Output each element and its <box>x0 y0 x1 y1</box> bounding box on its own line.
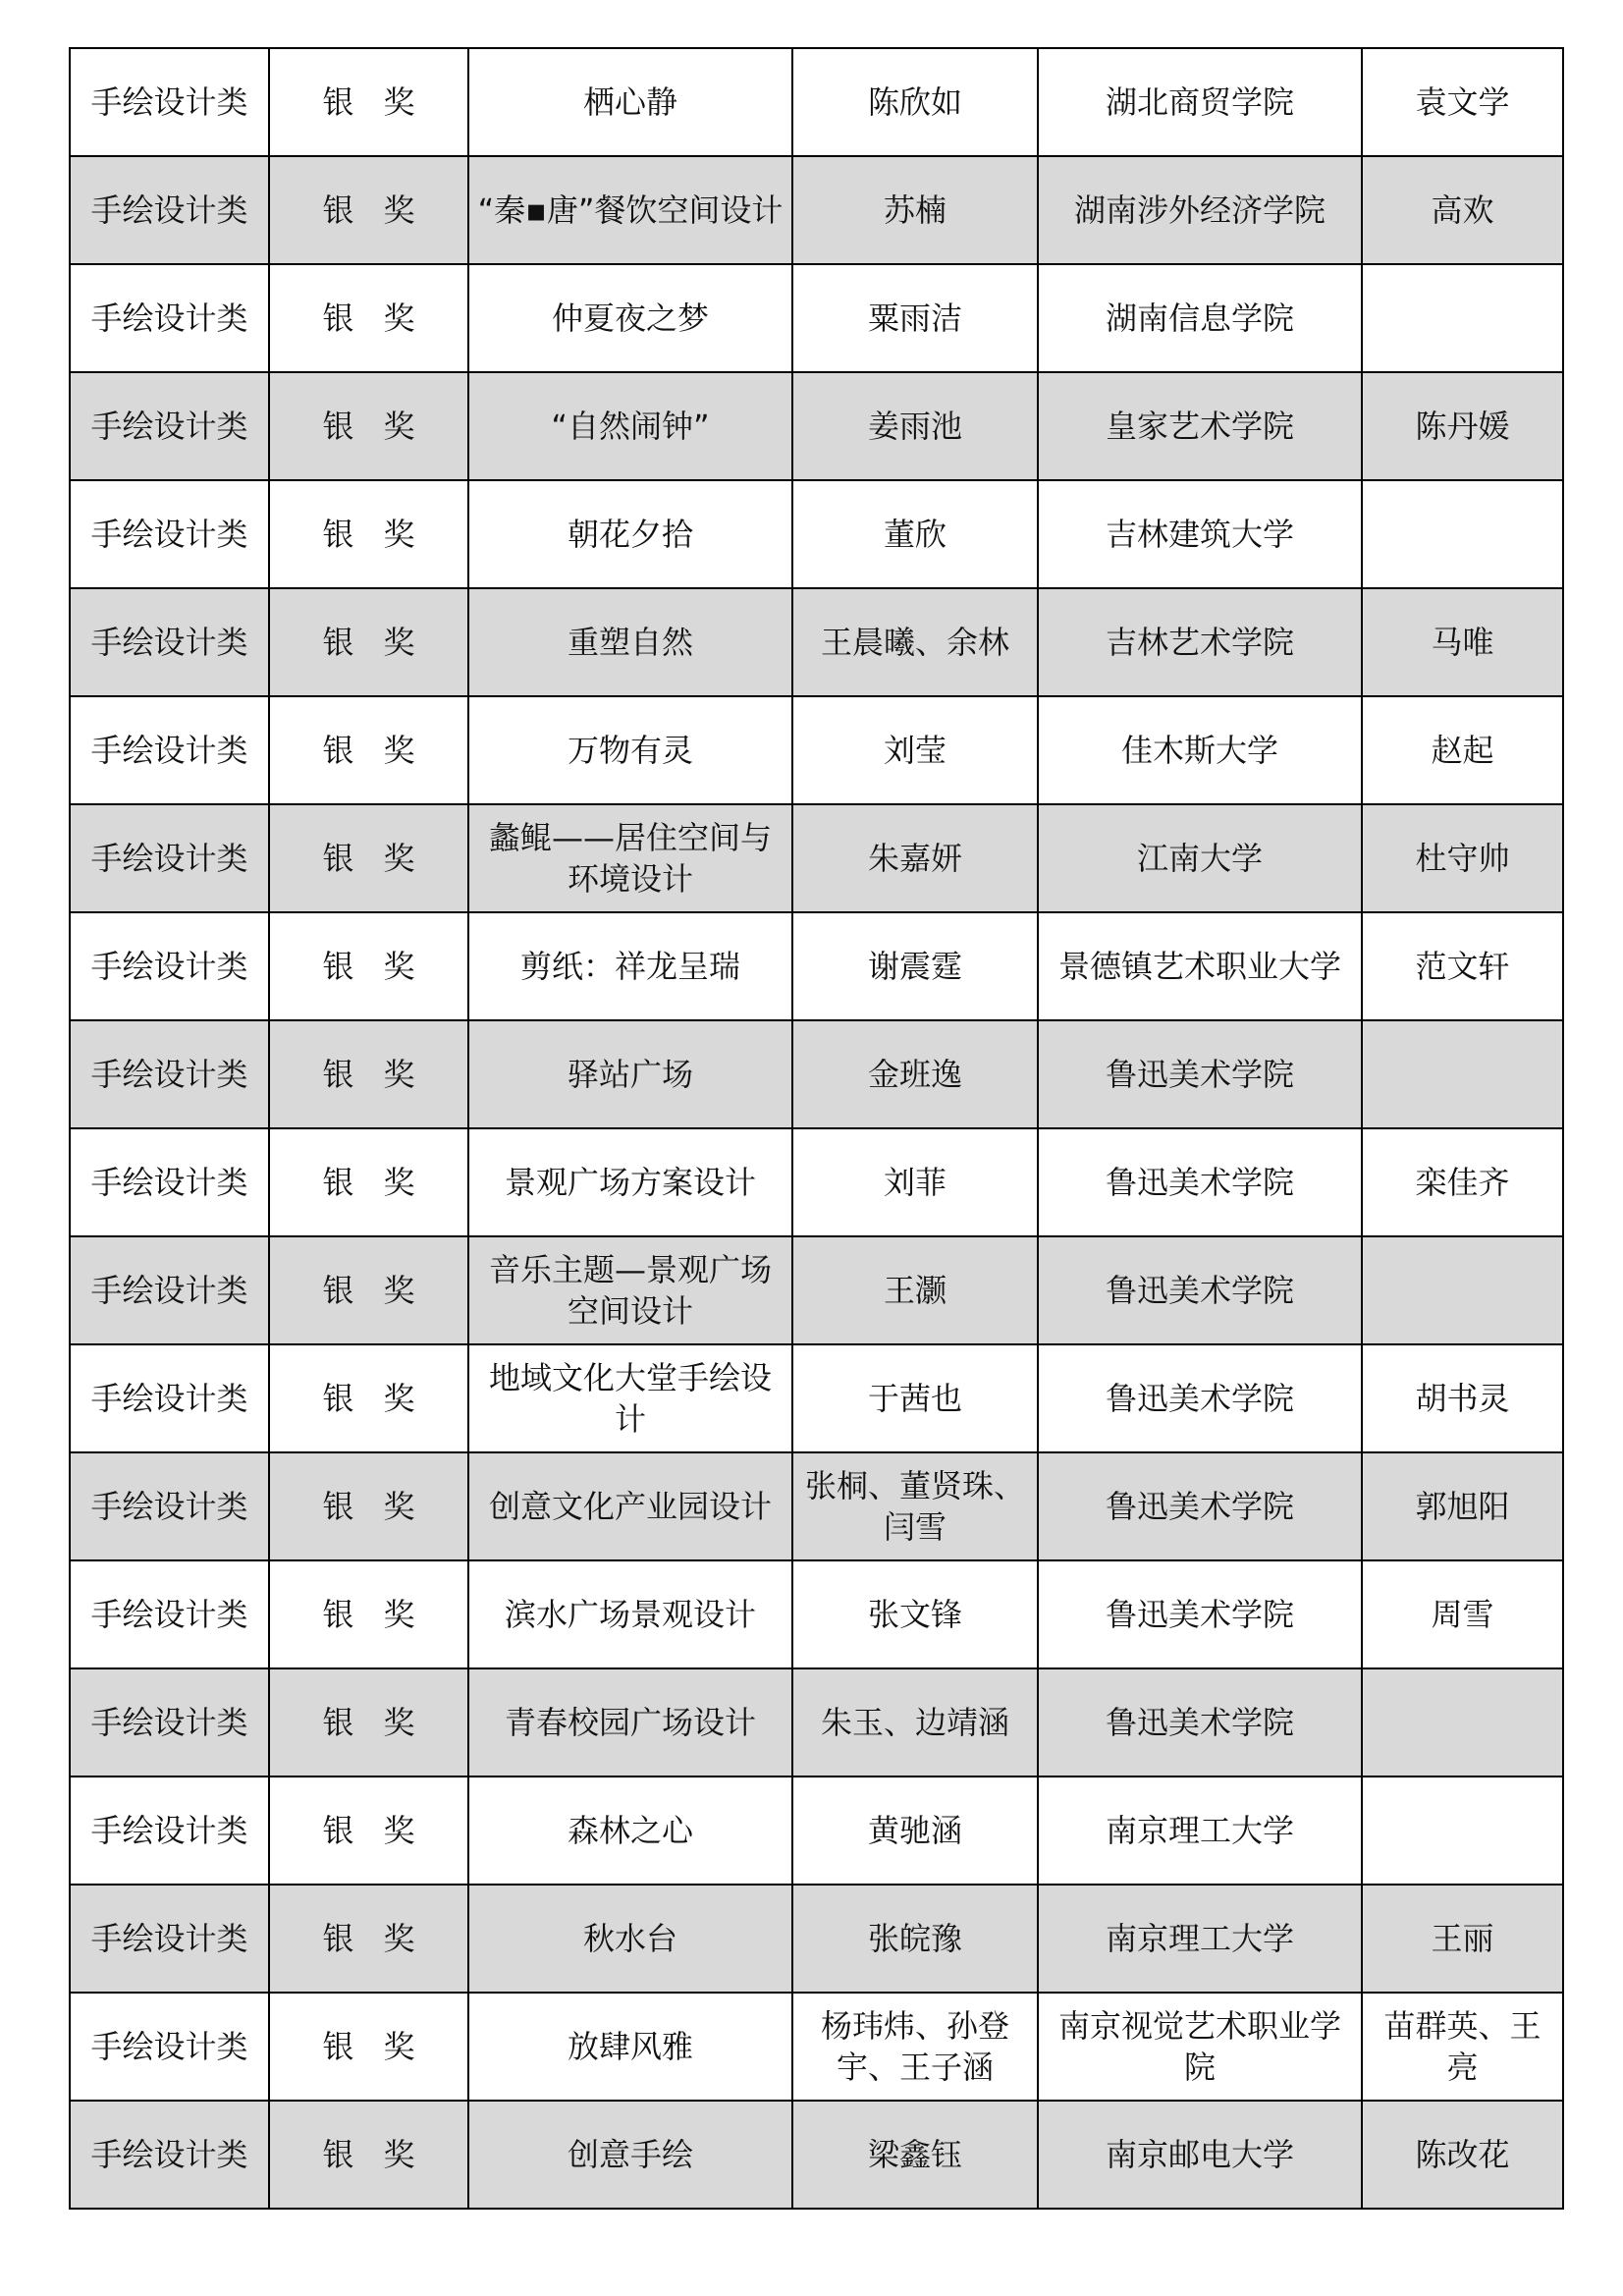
author-cell: 谢震霆 <box>792 912 1038 1020</box>
tutor-cell: 陈丹媛 <box>1362 372 1563 480</box>
school-cell: 鲁迅美术学院 <box>1038 1452 1362 1560</box>
award-cell: 银奖 <box>269 588 468 696</box>
tutor-cell <box>1362 1777 1563 1885</box>
school-cell: 湖南涉外经济学院 <box>1038 156 1362 264</box>
category-cell: 手绘设计类 <box>70 1885 269 1993</box>
table-row <box>70 1020 1563 1128</box>
school-cell: 吉林艺术学院 <box>1038 588 1362 696</box>
category-cell: 手绘设计类 <box>70 480 269 588</box>
award-cell: 银奖 <box>269 156 468 264</box>
category-cell: 手绘设计类 <box>70 48 269 156</box>
tutor-cell: 胡书灵 <box>1362 1344 1563 1452</box>
work-title-cell: 创意手绘 <box>468 2101 792 2209</box>
work-title-cell: 蠡鲲——居住空间与环境设计 <box>468 804 792 912</box>
category-cell: 手绘设计类 <box>70 1236 269 1344</box>
award-cell: 银奖 <box>269 1344 468 1452</box>
work-title-cell: 放肆风雅 <box>468 1993 792 2101</box>
table-row <box>70 1668 1563 1777</box>
category-cell: 手绘设计类 <box>70 372 269 480</box>
category-cell: 手绘设计类 <box>70 1560 269 1668</box>
school-cell: 佳木斯大学 <box>1038 696 1362 804</box>
award-cell: 银奖 <box>269 1993 468 2101</box>
table-row <box>70 1777 1563 1885</box>
author-cell: 张皖豫 <box>792 1885 1038 1993</box>
school-cell: 湖北商贸学院 <box>1038 48 1362 156</box>
author-cell: 杨玮炜、孙登宇、王子涵 <box>792 1993 1038 2101</box>
award-cell: 银奖 <box>269 804 468 912</box>
tutor-cell <box>1362 264 1563 372</box>
school-cell: 南京理工大学 <box>1038 1777 1362 1885</box>
award-cell: 银奖 <box>269 1452 468 1560</box>
category-cell: 手绘设计类 <box>70 804 269 912</box>
table-row <box>70 696 1563 804</box>
work-title-cell: 万物有灵 <box>468 696 792 804</box>
table-row <box>70 804 1563 912</box>
category-cell: 手绘设计类 <box>70 2101 269 2209</box>
work-title-cell: “自然闹钟” <box>468 372 792 480</box>
author-cell: 朱嘉妍 <box>792 804 1038 912</box>
tutor-cell: 杜守帅 <box>1362 804 1563 912</box>
table-row <box>70 48 1563 156</box>
work-title-cell: 森林之心 <box>468 1777 792 1885</box>
category-cell: 手绘设计类 <box>70 1452 269 1560</box>
category-cell: 手绘设计类 <box>70 156 269 264</box>
award-cell: 银奖 <box>269 480 468 588</box>
work-title-cell: 音乐主题—景观广场空间设计 <box>468 1236 792 1344</box>
category-cell: 手绘设计类 <box>70 588 269 696</box>
author-cell: 董欣 <box>792 480 1038 588</box>
school-cell: 鲁迅美术学院 <box>1038 1560 1362 1668</box>
category-cell: 手绘设计类 <box>70 696 269 804</box>
category-cell: 手绘设计类 <box>70 1777 269 1885</box>
author-cell: 张桐、董贤珠、闫雪 <box>792 1452 1038 1560</box>
school-cell: 鲁迅美术学院 <box>1038 1020 1362 1128</box>
table-row <box>70 1452 1563 1560</box>
school-cell: 南京理工大学 <box>1038 1885 1362 1993</box>
tutor-cell: 马唯 <box>1362 588 1563 696</box>
award-cell: 银奖 <box>269 1020 468 1128</box>
author-cell: 刘菲 <box>792 1128 1038 1236</box>
school-cell: 鲁迅美术学院 <box>1038 1668 1362 1777</box>
tutor-cell: 郭旭阳 <box>1362 1452 1563 1560</box>
tutor-cell <box>1362 1020 1563 1128</box>
table-row <box>70 588 1563 696</box>
school-cell: 吉林建筑大学 <box>1038 480 1362 588</box>
award-cell: 银奖 <box>269 2101 468 2209</box>
table-row <box>70 1128 1563 1236</box>
table-row <box>70 480 1563 588</box>
category-cell: 手绘设计类 <box>70 1993 269 2101</box>
author-cell: 苏楠 <box>792 156 1038 264</box>
author-cell: 黄驰涵 <box>792 1777 1038 1885</box>
work-title-cell: 栖心静 <box>468 48 792 156</box>
table-row <box>70 1236 1563 1344</box>
table-row <box>70 1560 1563 1668</box>
author-cell: 张文锋 <box>792 1560 1038 1668</box>
table-row <box>70 1344 1563 1452</box>
school-cell: 南京视觉艺术职业学院 <box>1038 1993 1362 2101</box>
work-title-cell: 剪纸：祥龙呈瑞 <box>468 912 792 1020</box>
table-row <box>70 912 1563 1020</box>
tutor-cell: 高欢 <box>1362 156 1563 264</box>
school-cell: 湖南信息学院 <box>1038 264 1362 372</box>
author-cell: 梁鑫钰 <box>792 2101 1038 2209</box>
table-row <box>70 1993 1563 2101</box>
tutor-cell <box>1362 480 1563 588</box>
school-cell: 景德镇艺术职业大学 <box>1038 912 1362 1020</box>
work-title-cell: 青春校园广场设计 <box>468 1668 792 1777</box>
author-cell: 陈欣如 <box>792 48 1038 156</box>
award-cell: 银奖 <box>269 1777 468 1885</box>
work-title-cell: 朝花夕拾 <box>468 480 792 588</box>
award-cell: 银奖 <box>269 372 468 480</box>
work-title-cell: 重塑自然 <box>468 588 792 696</box>
school-cell: 皇家艺术学院 <box>1038 372 1362 480</box>
table-row <box>70 372 1563 480</box>
author-cell: 王灏 <box>792 1236 1038 1344</box>
work-title-cell: 驿站广场 <box>468 1020 792 1128</box>
tutor-cell: 赵起 <box>1362 696 1563 804</box>
author-cell: 粟雨洁 <box>792 264 1038 372</box>
category-cell: 手绘设计类 <box>70 1020 269 1128</box>
work-title-cell: 景观广场方案设计 <box>468 1128 792 1236</box>
category-cell: 手绘设计类 <box>70 264 269 372</box>
work-title-cell: “秦▪唐”餐饮空间设计 <box>468 156 792 264</box>
tutor-cell <box>1362 1668 1563 1777</box>
table-row <box>70 2101 1563 2209</box>
work-title-cell: 仲夏夜之梦 <box>468 264 792 372</box>
table-row <box>70 1885 1563 1993</box>
award-cell: 银奖 <box>269 912 468 1020</box>
award-cell: 银奖 <box>269 1885 468 1993</box>
work-title-cell: 秋水台 <box>468 1885 792 1993</box>
award-table-body <box>70 48 1563 2209</box>
table-row <box>70 264 1563 372</box>
school-cell: 南京邮电大学 <box>1038 2101 1362 2209</box>
award-cell: 银奖 <box>269 1560 468 1668</box>
school-cell: 鲁迅美术学院 <box>1038 1236 1362 1344</box>
tutor-cell: 周雪 <box>1362 1560 1563 1668</box>
author-cell: 王晨曦、余林 <box>792 588 1038 696</box>
author-cell: 姜雨池 <box>792 372 1038 480</box>
school-cell: 江南大学 <box>1038 804 1362 912</box>
category-cell: 手绘设计类 <box>70 1128 269 1236</box>
tutor-cell: 范文轩 <box>1362 912 1563 1020</box>
award-table <box>69 47 1564 2210</box>
author-cell: 金班逸 <box>792 1020 1038 1128</box>
work-title-cell: 创意文化产业园设计 <box>468 1452 792 1560</box>
award-cell: 银奖 <box>269 1236 468 1344</box>
award-cell: 银奖 <box>269 48 468 156</box>
author-cell: 刘莹 <box>792 696 1038 804</box>
category-cell: 手绘设计类 <box>70 1344 269 1452</box>
author-cell: 朱玉、边靖涵 <box>792 1668 1038 1777</box>
category-cell: 手绘设计类 <box>70 1668 269 1777</box>
work-title-cell: 地域文化大堂手绘设计 <box>468 1344 792 1452</box>
tutor-cell: 袁文学 <box>1362 48 1563 156</box>
award-cell: 银奖 <box>269 696 468 804</box>
school-cell: 鲁迅美术学院 <box>1038 1344 1362 1452</box>
tutor-cell: 栾佳齐 <box>1362 1128 1563 1236</box>
award-cell: 银奖 <box>269 1668 468 1777</box>
tutor-cell: 陈改花 <box>1362 2101 1563 2209</box>
category-cell: 手绘设计类 <box>70 912 269 1020</box>
author-cell: 于茜也 <box>792 1344 1038 1452</box>
award-cell: 银奖 <box>269 264 468 372</box>
award-cell: 银奖 <box>269 1128 468 1236</box>
school-cell: 鲁迅美术学院 <box>1038 1128 1362 1236</box>
tutor-cell: 苗群英、王亮 <box>1362 1993 1563 2101</box>
tutor-cell <box>1362 1236 1563 1344</box>
tutor-cell: 王丽 <box>1362 1885 1563 1993</box>
work-title-cell: 滨水广场景观设计 <box>468 1560 792 1668</box>
table-row <box>70 156 1563 264</box>
